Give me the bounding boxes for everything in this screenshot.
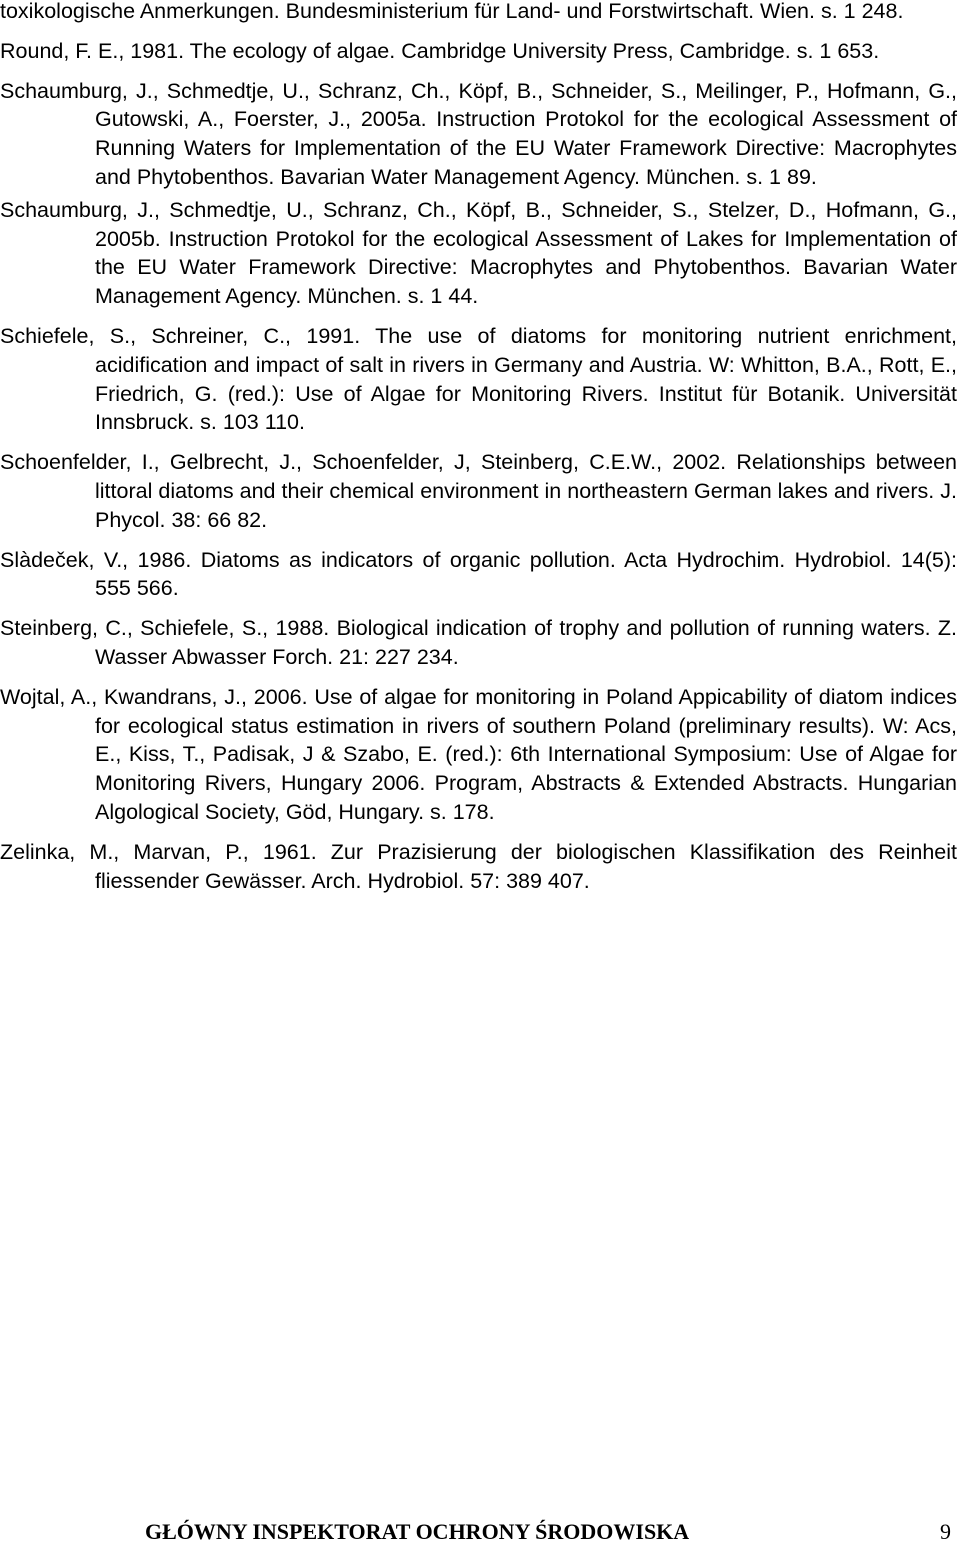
reference-entry: Schaumburg, J., Schmedtje, U., Schranz, Ch., Köpf, B., Schneider, S., Stelzer, D., Hofmann, G., 2005b. Instruction Protokol for the ecological Assessment of Lakes for Implementation of the EU Water Framework Directive: Macrophytes and Phytobenthos. Bavarian Water Management Agency. München. s. 1 44. <box>0 197 957 309</box>
reference-entry: Slàdeček, V., 1986. Diatoms as indicators of organic pollution. Acta Hydrochim. Hydrobiol. 14(5): 555 566. <box>0 547 957 601</box>
reference-entry: Steinberg, C., Schiefele, S., 1988. Biological indication of trophy and pollution of running waters. Z. Wasser Abwasser Forch. 21: 227 234. <box>0 616 957 669</box>
reference-entry: Round, F. E., 1981. The ecology of algae. Cambridge University Press, Cambridge. s. 1 653. <box>0 38 880 63</box>
page-number: 9 <box>940 1519 951 1544</box>
reference-entry: Schaumburg, J., Schmedtje, U., Schranz, Ch., Köpf, B., Schneider, S., Meilinger, P., Hofmann, G., Gutowski, A., Foerster, J., 2005a. Instruction Protokol for the ecological Assessment of Running Waters for Implementation of the EU Water Framework Directive: Macrophytes and Phytobenthos. Bavarian Water Management Agency. München. s. 1 89. <box>0 78 957 189</box>
reference-entry: Schiefele, S., Schreiner, C., 1991. The use of diatoms for monitoring nutrient enrichment, acidification and impact of salt in rivers in Germany and Austria. W: Whitton, B.A., Rott, E., Friedrich, G. (red.): Use of Algae for Monitoring Rivers. Institut für Botanik. Universität Innsbruck. s. 103 110. <box>0 323 957 435</box>
reference-entry: Schoenfelder, I., Gelbrecht, J., Schoenfelder, J, Steinberg, C.E.W., 2002. Relationships between littoral diatoms and their chemical environment in northeastern German lakes and rivers. J. Phycol. 38: 66 82. <box>0 450 957 532</box>
reference-entry: toxikologische Anmerkungen. Bundesministerium für Land- und Forstwirtschaft. Wien. s. 1 248. <box>0 0 904 23</box>
reference-entry: Wojtal, A., Kwandrans, J., 2006. Use of algae for monitoring in Poland Appicability of diatom indices for ecological status estimation in rivers of southern Poland (preliminary results). W: Acs, E., Kiss, T., Padisak, J & Szabo, E. (red.): 6th International Symposium: Use of Algae for Monitoring Rivers, Hungary 2006. Program, Abstracts & Extended Abstracts. Hungarian Algological Society, Göd, Hungary. s. 178. <box>0 684 957 824</box>
footer-institution: GŁÓWNY INSPEKTORAT OCHRONY ŚRODOWISKA <box>145 1519 690 1544</box>
reference-entry: Zelinka, M., Marvan, P., 1961. Zur Prazisierung der biologischen Klassifikation des Reinheit fliessender Gewässer. Arch. Hydrobiol. 57: 389 407. <box>0 839 957 893</box>
